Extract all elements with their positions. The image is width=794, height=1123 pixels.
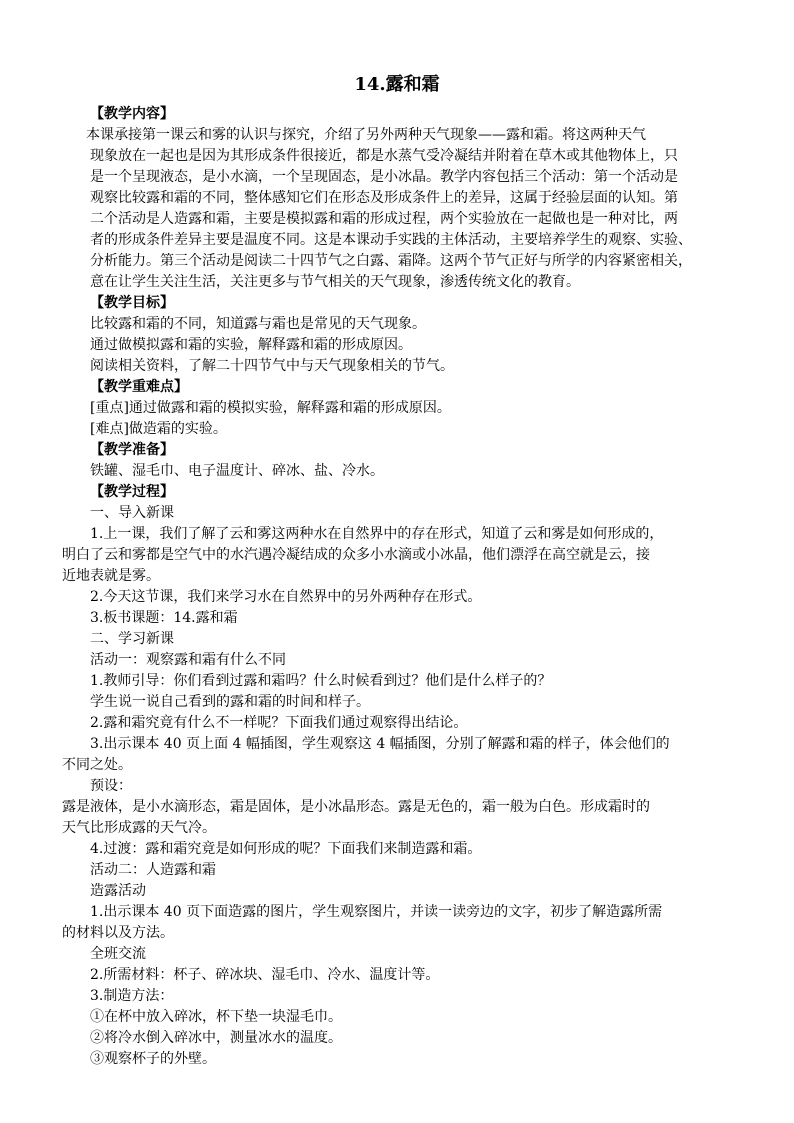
document-title: 14.露和霜: [354, 74, 440, 95]
body-line: 活动一：观察露和霜有什么不同: [90, 652, 286, 668]
body-line: 2.今天这节课，我们来学习水在自然界中的另外两种存在形式。: [90, 589, 482, 605]
body-line: 学生说一说自己看到的露和霜的时间和样子。: [90, 694, 370, 710]
body-line: 二个活动是人造露和霜，主要是模拟露和霜的形成过程，两个实验放在一起做也是一种对比，两: [90, 211, 678, 227]
body-line: 者的形成条件差异主要是温度不同。这是本课动手实践的主体活动，主要培养学生的观察、实验、: [90, 232, 692, 248]
body-line: 预设：: [90, 778, 132, 794]
body-line: 全班交流: [90, 946, 146, 962]
body-line: 二、学习新课: [90, 631, 174, 647]
body-line: 1.教师引导：你们看到过露和霜吗？什么时候看到过？他们是什么样子的？: [90, 673, 552, 689]
body-line: 意在让学生关注生活，关注更多与节气相关的天气现象，渗透传统文化的教育。: [90, 274, 580, 290]
body-line: 铁罐、湿毛巾、电子温度计、碎冰、盐、冷水。: [90, 463, 384, 479]
body-line: 不同之处。: [62, 757, 132, 773]
body-line: 3.板书课题：14.露和霜: [90, 610, 238, 626]
body-line: 观察比较露和霜的不同，整体感知它们在形态及形成条件上的差异，这属于经验层面的认知。第: [90, 190, 678, 206]
body-line: 2.所需材料：杯子、碎冰块、湿毛巾、冷水、温度计等。: [90, 967, 440, 983]
body-line: 3.制造方法：: [90, 988, 174, 1004]
body-line: 现象放在一起也是因为其形成条件很接近，都是水蒸气受冷凝结并附着在草木或其他物体上，只: [90, 148, 678, 164]
section-heading: 【教学过程】: [90, 484, 174, 500]
body-line: ①在杯中放入碎冰，杯下垫一块湿毛巾。: [90, 1009, 342, 1025]
body-line: ②将冷水倒入碎冰中，测量冰水的温度。: [90, 1030, 342, 1046]
body-line: 1.出示课本 40 页下面造露的图片，学生观察图片，并读一读旁边的文字，初步了解造露所需: [90, 904, 663, 920]
body-line: [难点]做造霜的实验。: [90, 421, 227, 437]
section-heading: 【教学重难点】: [90, 379, 188, 395]
body-line: 近地表就是雾。: [62, 568, 160, 584]
body-line: 一、导入新课: [90, 505, 174, 521]
body-line: 的材料以及方法。: [62, 925, 174, 941]
body-line: 本课承接第一课云和雾的认识与探究，介绍了另外两种天气现象——露和霜。将这两种天气: [86, 127, 646, 143]
section-heading: 【教学内容】: [90, 106, 174, 122]
body-line: 3.出示课本 40 页上面 4 幅插图，学生观察这 4 幅插图，分别了解露和霜的样子，体会他们的: [90, 736, 670, 752]
body-line: 1.上一课，我们了解了云和雾这两种水在自然界中的存在形式，知道了云和雾是如何形成的，: [90, 526, 664, 542]
body-line: 造露活动: [90, 883, 146, 899]
body-line: 比较露和霜的不同，知道露与霜也是常见的天气现象。: [90, 316, 426, 332]
body-line: 通过做模拟露和霜的实验，解释露和霜的形成原因。: [90, 337, 412, 353]
section-heading: 【教学准备】: [90, 442, 174, 458]
body-line: 天气比形成露的天气冷。: [62, 820, 216, 836]
body-line: [重点]通过做露和霜的模拟实验，解释露和霜的形成原因。: [90, 400, 451, 416]
body-line: ③观察杯子的外壁。: [90, 1051, 216, 1067]
body-line: 活动二：人造露和霜: [90, 862, 216, 878]
body-line: 4.过渡：露和霜究竟是如何形成的呢？下面我们来制造露和霜。: [90, 841, 482, 857]
section-heading: 【教学目标】: [90, 295, 174, 311]
body-line: 2.露和霜究竟有什么不一样呢？下面我们通过观察得出结论。: [90, 715, 468, 731]
body-line: 明白了云和雾都是空气中的水汽遇冷凝结成的众多小水滴或小冰晶，他们漂浮在高空就是云，接: [62, 547, 650, 563]
body-line: 露是液体，是小水滴形态，霜是固体，是小冰晶形态。露是无色的，霜一般为白色。形成霜时的: [62, 799, 650, 815]
body-line: 分析能力。第三个活动是阅读二十四节气之白露、霜降。这两个节气正好与所学的内容紧密相关，: [90, 253, 692, 269]
body-line: 是一个呈现液态，是小水滴，一个呈现固态，是小冰晶。教学内容包括三个活动：第一个活动是: [90, 169, 678, 185]
document-body: [62, 104, 735, 1070]
body-line: 阅读相关资料，了解二十四节气中与天气现象相关的节气。: [90, 358, 454, 374]
